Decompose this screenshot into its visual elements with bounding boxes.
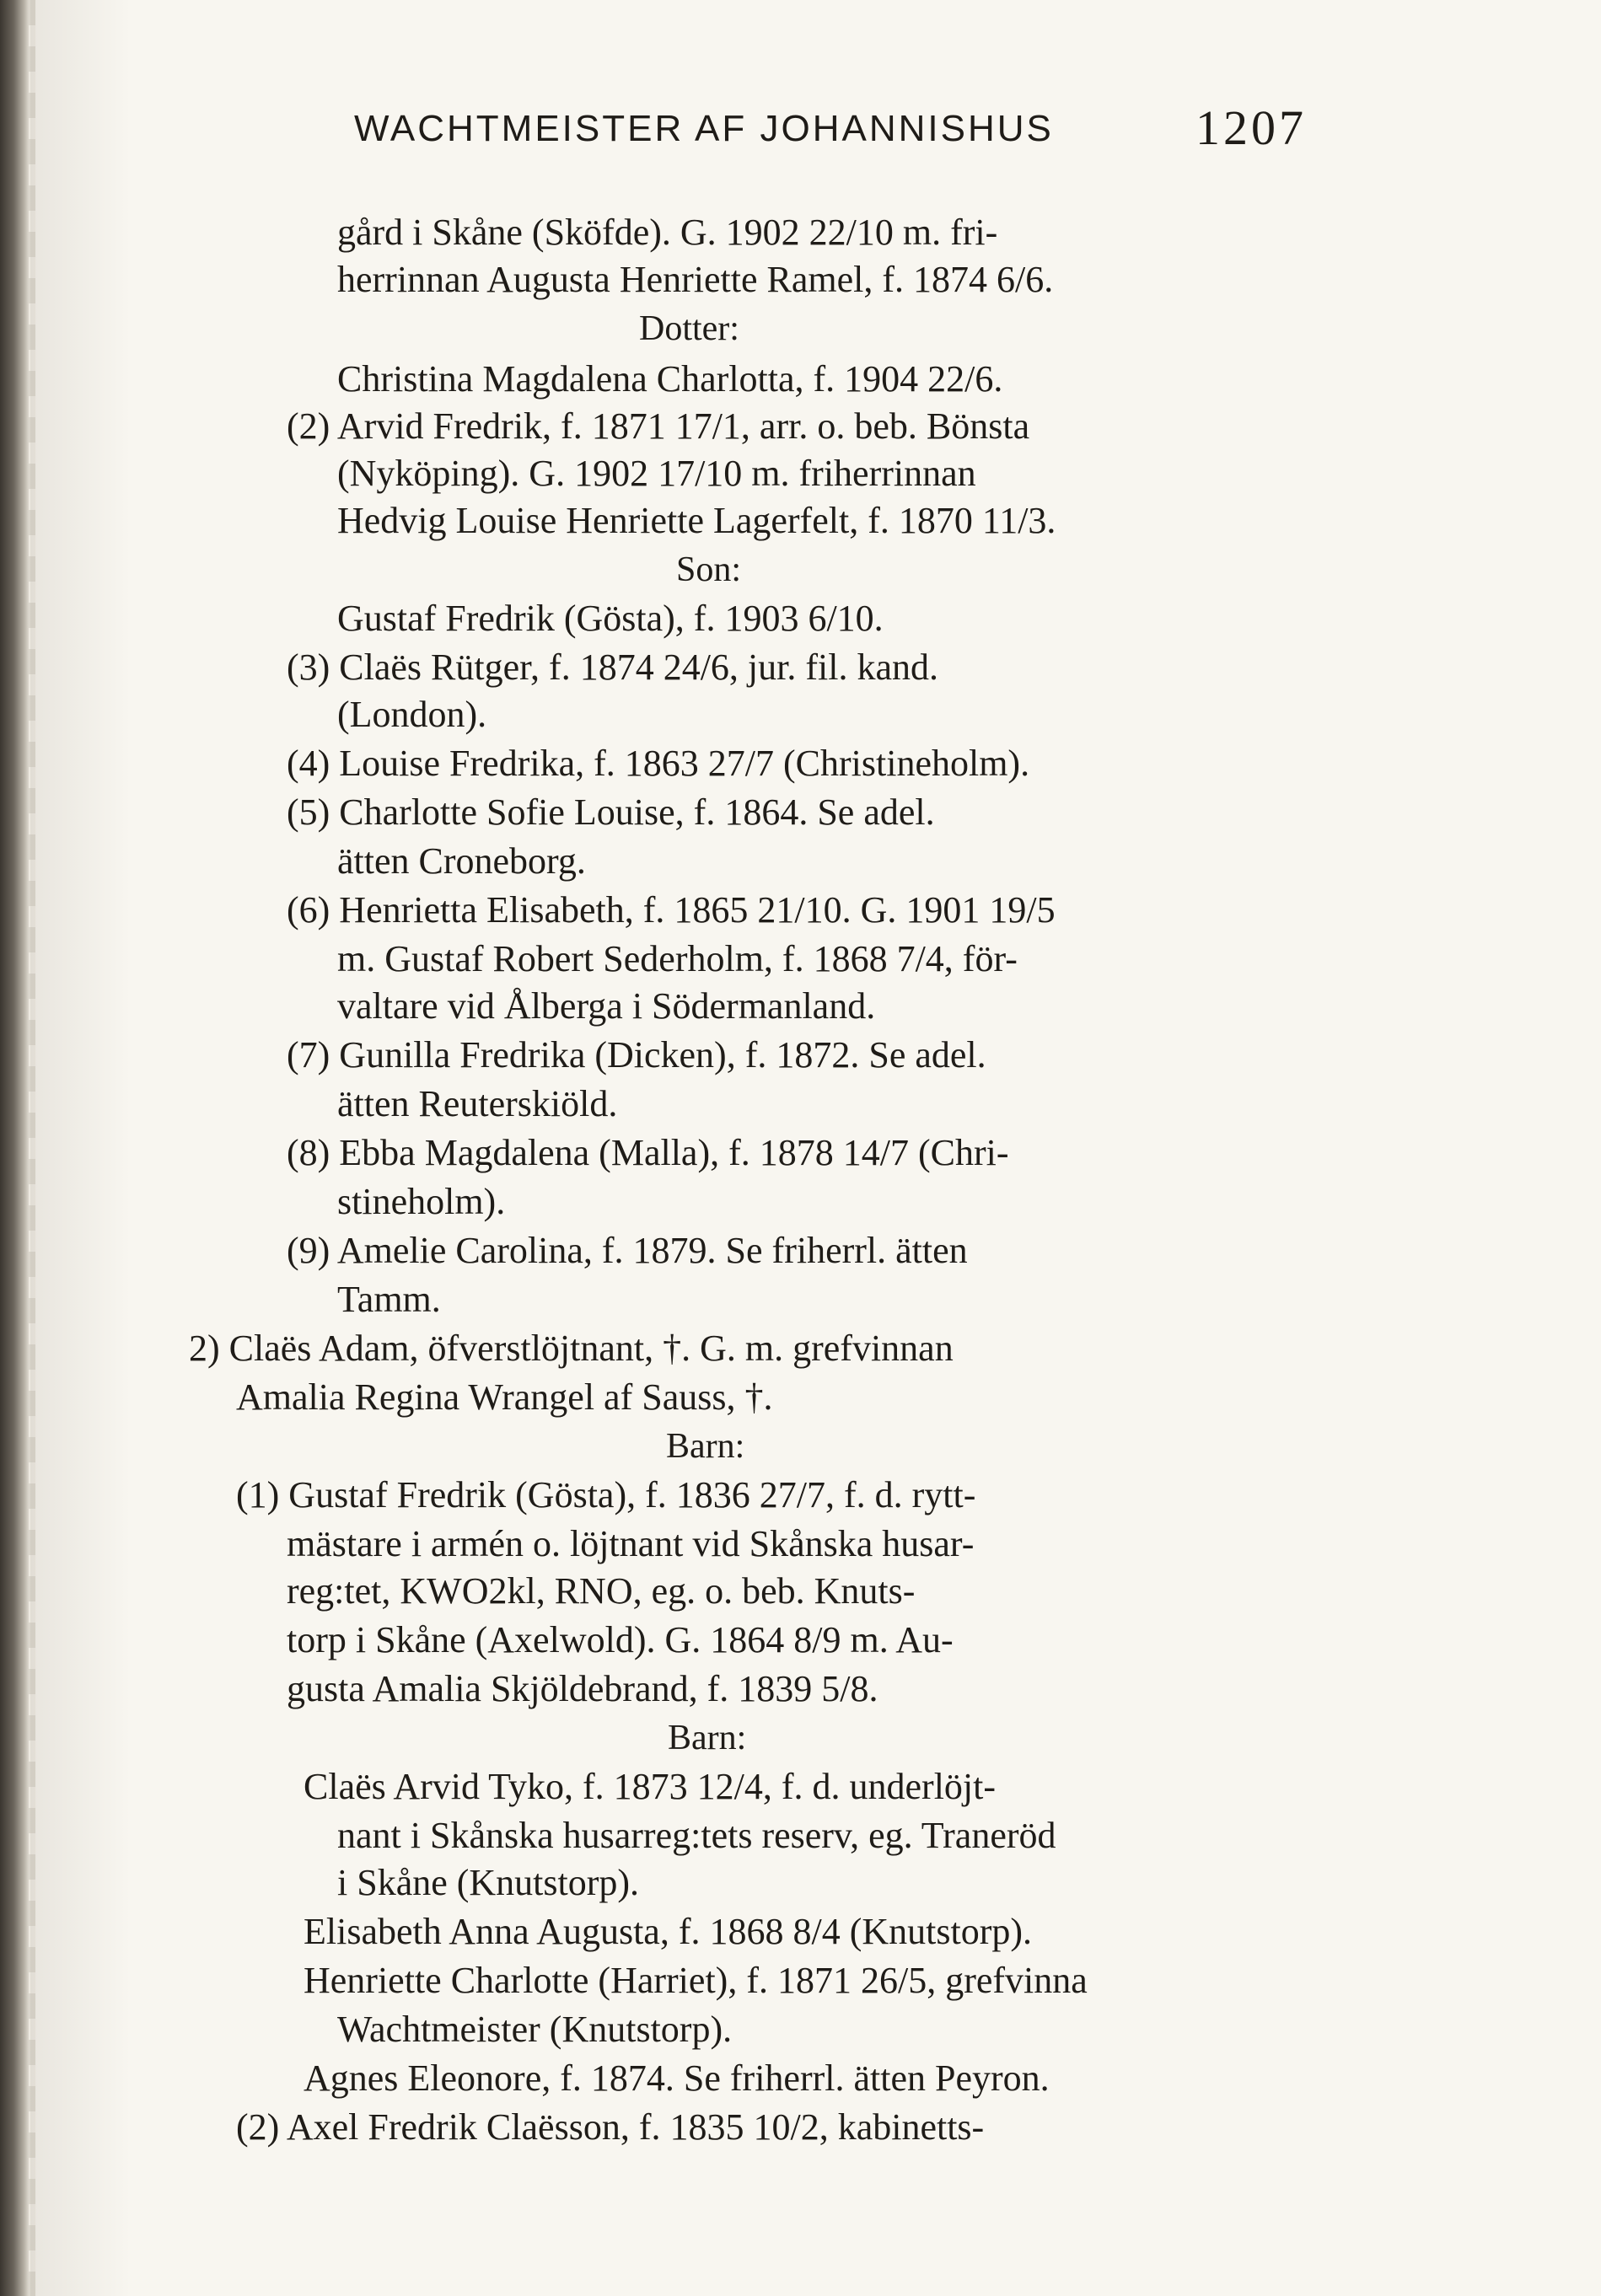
text-line: i Skåne (Knutstorp). xyxy=(337,1862,640,1903)
section-label: Son: xyxy=(676,550,742,589)
page-gutter-shadow xyxy=(30,0,132,2296)
text-line: m. Gustaf Robert Sederholm, f. 1868 7/4, för- xyxy=(337,938,1018,979)
text-line: (London). xyxy=(337,694,487,735)
text-line: (4) Louise Fredrika, f. 1863 27/7 (Christineholm). xyxy=(287,743,1030,784)
text-line: (2) Axel Fredrik Claësson, f. 1835 10/2, kabinetts- xyxy=(236,2106,985,2148)
text-line: ätten Croneborg. xyxy=(337,840,586,882)
text-line: Henriette Charlotte (Harriet), f. 1871 26/5, grefvinna xyxy=(304,1960,1088,2001)
text-line: Hedvig Louise Henriette Lagerfelt, f. 1870 11/3. xyxy=(337,500,1056,541)
page-header xyxy=(354,93,1307,160)
text-line: gård i Skåne (Sköfde). G. 1902 22/10 m. fri- xyxy=(337,212,998,253)
text-line: Christina Magdalena Charlotta, f. 1904 22/6. xyxy=(337,358,1003,400)
text-line: (6) Henrietta Elisabeth, f. 1865 21/10. G. 1901 19/5 xyxy=(287,889,1056,931)
text-line: stineholm). xyxy=(337,1181,506,1222)
page-number: 1207 xyxy=(1195,100,1307,155)
text-line: (7) Gunilla Fredrika (Dicken), f. 1872. Se adel. xyxy=(287,1034,986,1076)
section-label: Barn: xyxy=(668,1719,747,1757)
text-line: Amalia Regina Wrangel af Sauss, †. xyxy=(236,1376,773,1418)
book-spine xyxy=(0,0,30,2296)
text-line: gusta Amalia Skjöldebrand, f. 1839 5/8. xyxy=(287,1668,878,1709)
text-line: Claës Arvid Tyko, f. 1873 12/4, f. d. underlöjt- xyxy=(304,1766,997,1807)
text-line: valtare vid Ålberga i Södermanland. xyxy=(337,985,876,1027)
section-label: Barn: xyxy=(666,1427,745,1466)
text-line: torp i Skåne (Axelwold). G. 1864 8/9 m. Au- xyxy=(287,1619,954,1660)
text-line: 2) Claës Adam, öfverstlöjtnant, †. G. m. grefvinnan xyxy=(189,1328,954,1369)
text-line: reg:tet, KWO2kl, RNO, eg. o. beb. Knuts- xyxy=(287,1570,916,1612)
section-label: Dotter: xyxy=(639,309,739,348)
text-line: herrinnan Augusta Henriette Ramel, f. 1874 6/6. xyxy=(337,259,1054,300)
text-line: (Nyköping). G. 1902 17/10 m. friherrinnan xyxy=(337,453,976,494)
text-line: nant i Skånska husarreg:tets reserv, eg. Traneröd xyxy=(337,1815,1056,1856)
text-line: Agnes Eleonore, f. 1874. Se friherrl. ätten Peyron. xyxy=(304,2057,1050,2099)
text-line: (2) Arvid Fredrik, f. 1871 17/1, arr. o. beb. Bönsta xyxy=(287,405,1030,447)
text-line: (3) Claës Rütger, f. 1874 24/6, jur. fil. kand. xyxy=(287,646,939,688)
text-line: (5) Charlotte Sofie Louise, f. 1864. Se adel. xyxy=(287,791,935,833)
running-title: WACHTMEISTER AF JOHANNISHUS xyxy=(354,108,1054,149)
text-line: Wachtmeister (Knutstorp). xyxy=(337,2009,733,2050)
text-line: Elisabeth Anna Augusta, f. 1868 8/4 (Knutstorp). xyxy=(304,1911,1033,1952)
text-line: Gustaf Fredrik (Gösta), f. 1903 6/10. xyxy=(337,598,884,639)
text-line: mästare i armén o. löjtnant vid Skånska husar- xyxy=(287,1523,975,1564)
text-line: (8) Ebba Magdalena (Malla), f. 1878 14/7 (Chri- xyxy=(287,1132,1009,1173)
text-line: (9) Amelie Carolina, f. 1879. Se friherrl. ätten xyxy=(287,1230,968,1271)
text-line: ätten Reuterskiöld. xyxy=(337,1083,618,1124)
text-line: (1) Gustaf Fredrik (Gösta), f. 1836 27/7, f. d. rytt- xyxy=(236,1474,976,1515)
text-line: Tamm. xyxy=(337,1279,441,1320)
